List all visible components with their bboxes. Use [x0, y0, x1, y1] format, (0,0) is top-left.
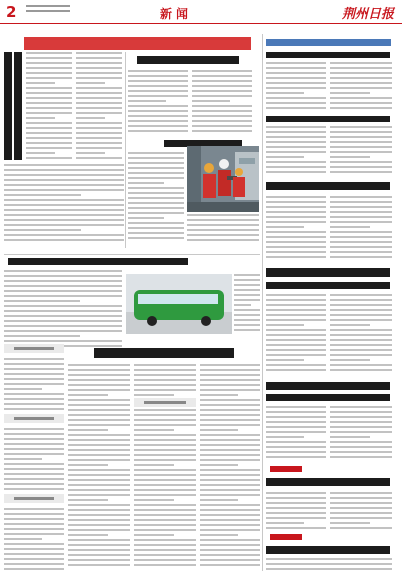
- issue-date-block: [26, 5, 70, 15]
- article-body: [4, 270, 122, 350]
- column-label: [270, 466, 302, 472]
- article-body: [128, 70, 188, 134]
- article-body: [128, 152, 184, 242]
- article-body: [4, 358, 64, 412]
- article-body: [192, 70, 252, 134]
- article-body: [76, 52, 122, 162]
- article-headline: [94, 348, 234, 358]
- article-body: [4, 508, 64, 571]
- section-title: 新闻: [160, 7, 193, 21]
- article-body: [266, 558, 392, 571]
- special-topic-banner: [24, 37, 251, 50]
- article-body: [200, 364, 260, 571]
- photo-caption: [234, 274, 260, 334]
- article-body: [330, 196, 392, 262]
- article-body: [187, 214, 259, 242]
- article-body: [330, 406, 392, 460]
- section-divider: [4, 254, 260, 255]
- page-header: [0, 0, 402, 24]
- article-body: [266, 62, 326, 112]
- column-label: [270, 534, 302, 540]
- article-headline: [137, 56, 239, 64]
- subheading-bar: [134, 398, 196, 407]
- article-headline: [266, 116, 390, 122]
- article-headline: [8, 258, 188, 265]
- article-headline: [266, 52, 390, 58]
- bus-photo: [126, 274, 232, 334]
- left-vertical-headline-2: [14, 52, 22, 160]
- article-headline: [266, 478, 390, 486]
- subheading-bar: [4, 494, 64, 503]
- masthead-logo: 荆州日报: [341, 7, 394, 22]
- article-body: [68, 364, 130, 571]
- left-vertical-headline: [4, 52, 12, 160]
- article-headline: [266, 268, 390, 277]
- article-body: [266, 294, 326, 374]
- article-headline: [266, 382, 390, 390]
- article-subheadline: [266, 394, 390, 401]
- article-subheadline: [266, 282, 390, 289]
- column-divider: [125, 52, 126, 248]
- article-body: [4, 428, 64, 492]
- subheading-bar: [4, 414, 64, 423]
- article-body: [266, 492, 326, 532]
- subheading-bar: [4, 344, 64, 353]
- column-divider: [262, 34, 263, 571]
- power-workers-photo: [187, 146, 259, 212]
- article-body: [330, 492, 392, 532]
- page-number: 2: [6, 3, 17, 21]
- article-headline: [266, 546, 390, 554]
- article-body: [266, 406, 326, 460]
- article-body: [134, 364, 196, 571]
- article-body: [330, 126, 392, 176]
- topic-tag: [266, 39, 391, 46]
- article-headline: [266, 182, 390, 190]
- article-body: [266, 126, 326, 176]
- article-body: [330, 62, 392, 112]
- article-body: [266, 196, 326, 262]
- article-body: [4, 164, 124, 244]
- article-body: [330, 294, 392, 374]
- article-body: [26, 52, 72, 162]
